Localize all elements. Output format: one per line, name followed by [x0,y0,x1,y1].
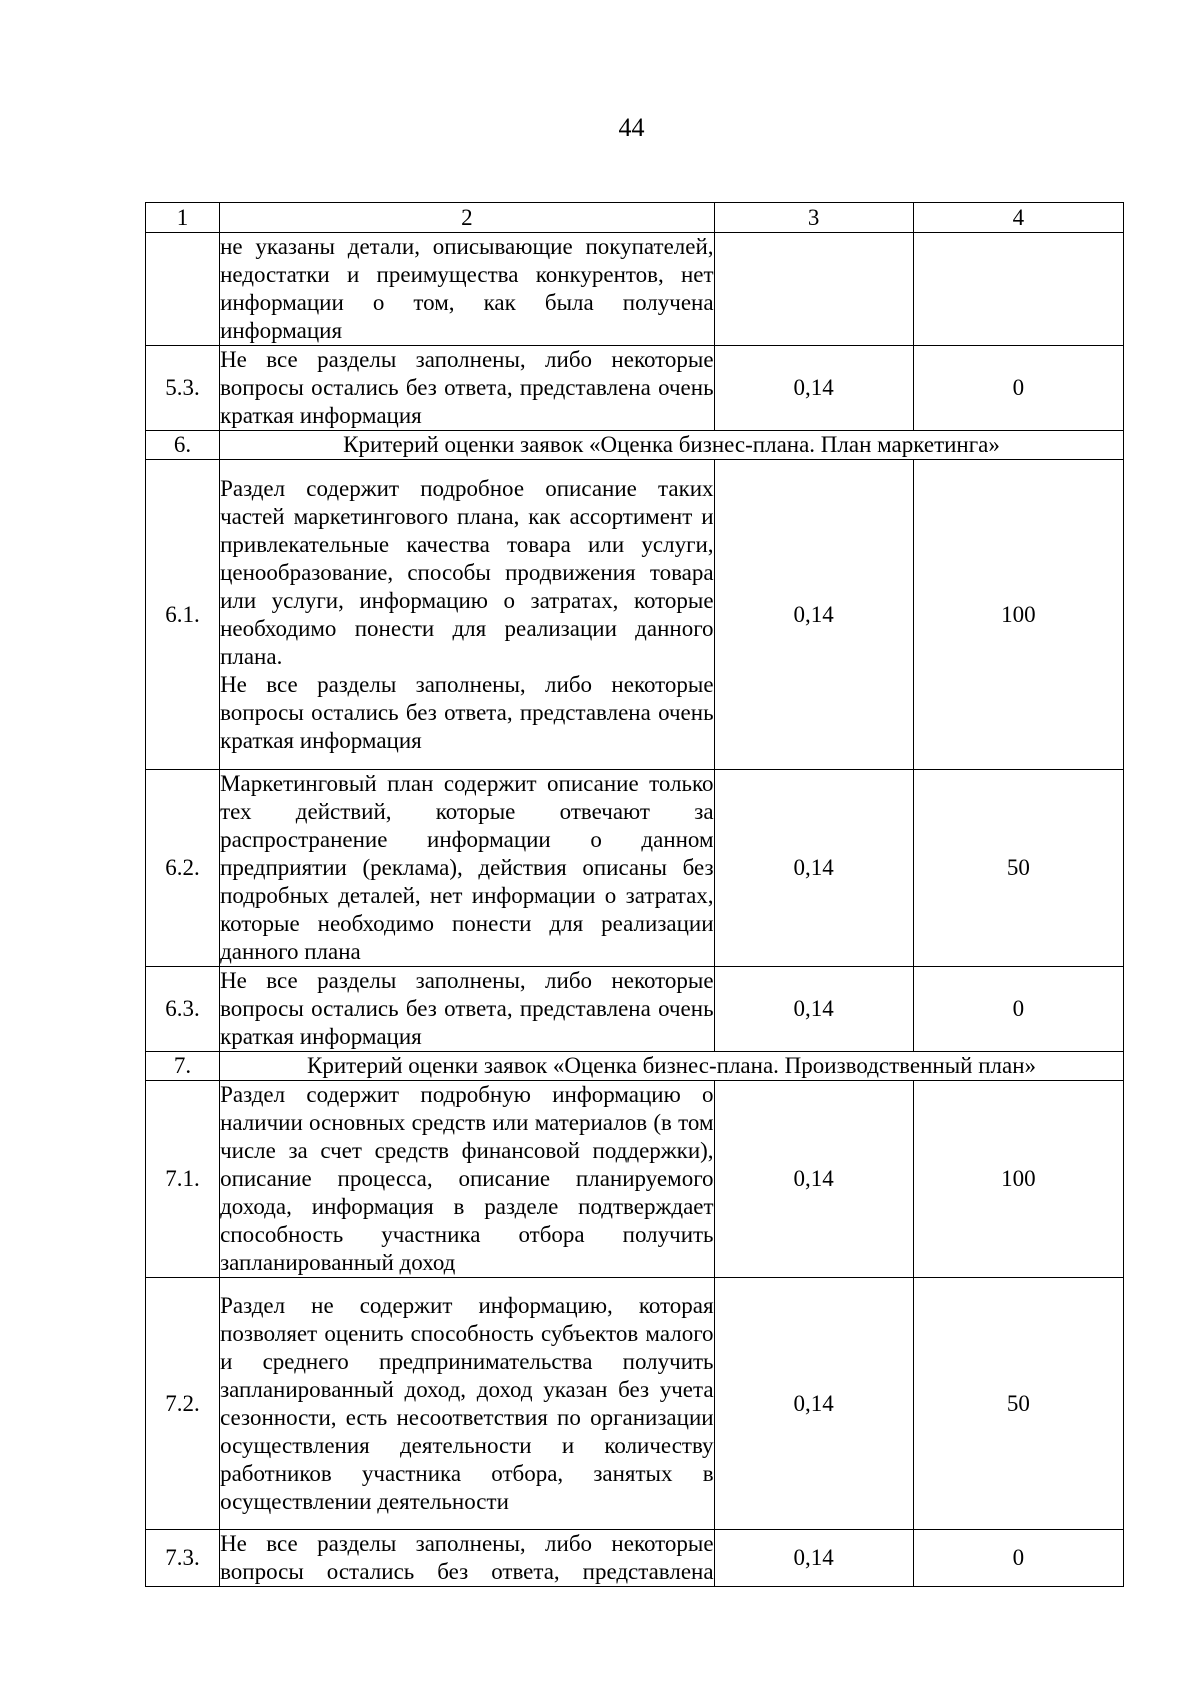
table-row [146,770,1124,967]
criterion-description [220,233,715,346]
header-cell: 2 [220,203,715,233]
row-number-cell [146,233,220,346]
row-number-cell: 5.3. [146,346,220,431]
table-row [146,460,1124,770]
row-number-cell: 6.2. [146,770,220,967]
table-row [146,1530,1124,1587]
row-number-cell: 6. [146,431,220,460]
criterion-description [220,1278,715,1530]
page-number: 44 [618,113,645,142]
row-number-cell: 7.3. [146,1530,220,1587]
header-cell: 3 [714,203,913,233]
table-row [146,1278,1124,1530]
criterion-description [220,1081,715,1278]
weight-cell [714,233,913,346]
description-paragraph: Раздел содержит подробную информацию о наличии основных средств или материалов (в том числе за счет средств финансовой поддержки), описание процесса, описание планируемого дохода, информация в разделе подтверждает способность участника отбора получить запланированный доход [220,1082,714,1275]
score-cell: 0 [913,346,1123,431]
description-paragraph: не указаны детали, описывающие покупателей, недостатки и преимущества конкурентов, нет информации о том, как была получена информация [220,234,714,343]
table-row [146,1081,1124,1278]
criterion-description [220,1530,715,1587]
weight-cell: 0,14 [714,770,913,967]
description-paragraph: Не все разделы заполнены, либо некоторые вопросы остались без ответа, представлена [220,1531,714,1584]
criterion-description [220,770,715,967]
weight-cell: 0,14 [714,346,913,431]
weight-cell: 0,14 [714,1278,913,1530]
table-row [146,967,1124,1052]
table-header-row [146,203,1124,233]
score-cell: 0 [913,967,1123,1052]
row-number-cell: 7.1. [146,1081,220,1278]
weight-cell: 0,14 [714,1081,913,1278]
score-cell: 0 [913,1530,1123,1587]
table-row [146,346,1124,431]
criterion-description [220,967,715,1052]
header-cell: 1 [146,203,220,233]
score-cell: 50 [913,1278,1123,1530]
criteria-table [145,202,1124,1587]
description-paragraph: Не все разделы заполнены, либо некоторые вопросы остались без ответа, представлена очень краткая информация [220,347,714,428]
description-paragraph: Раздел не содержит информацию, которая позволяет оценить способность субъектов малого и среднего предпринимательства получить запланированный доход, доход указан без учета сезонности, есть несоответствия по организации осуществления деятельности и количеству работников участника отбора, занятых в осуществлении деятельности [220,1292,714,1514]
table-row [146,233,1124,346]
section-title: Критерий оценки заявок «Оценка бизнес-плана. Производственный план» [220,1052,1124,1081]
description-paragraph: Не все разделы заполнены, либо некоторые вопросы остались без ответа, представлена очень краткая информация [220,671,714,753]
row-number-cell: 7.2. [146,1278,220,1530]
criterion-description [220,460,715,770]
row-number-cell: 7. [146,1052,220,1081]
section-row [146,431,1124,460]
weight-cell: 0,14 [714,1530,913,1587]
description-paragraph: Не все разделы заполнены, либо некоторые вопросы остались без ответа, представлена очень краткая информация [220,968,714,1049]
row-number-cell: 6.1. [146,460,220,770]
section-title: Критерий оценки заявок «Оценка бизнес-плана. План маркетинга» [220,431,1124,460]
score-cell [913,233,1123,346]
weight-cell: 0,14 [714,967,913,1052]
section-row [146,1052,1124,1081]
description-paragraph: Раздел содержит подробное описание таких частей маркетингового плана, как ассортимент и привлекательные качества товара или услуги, ценообразование, способы продвижения товара или услуги, информацию о затратах, которые необходимо понести для реализации данного плана. [220,475,714,669]
row-number-cell: 6.3. [146,967,220,1052]
criterion-description [220,346,715,431]
score-cell: 50 [913,770,1123,967]
score-cell: 100 [913,1081,1123,1278]
weight-cell: 0,14 [714,460,913,770]
header-cell: 4 [913,203,1123,233]
score-cell: 100 [913,460,1123,770]
description-paragraph: Маркетинговый план содержит описание только тех действий, которые отвечают за распространение информации о данном предприятии (реклама), действия описаны без подробных деталей, нет информации о затратах, которые необходимо понести для реализации данного плана [220,771,714,964]
